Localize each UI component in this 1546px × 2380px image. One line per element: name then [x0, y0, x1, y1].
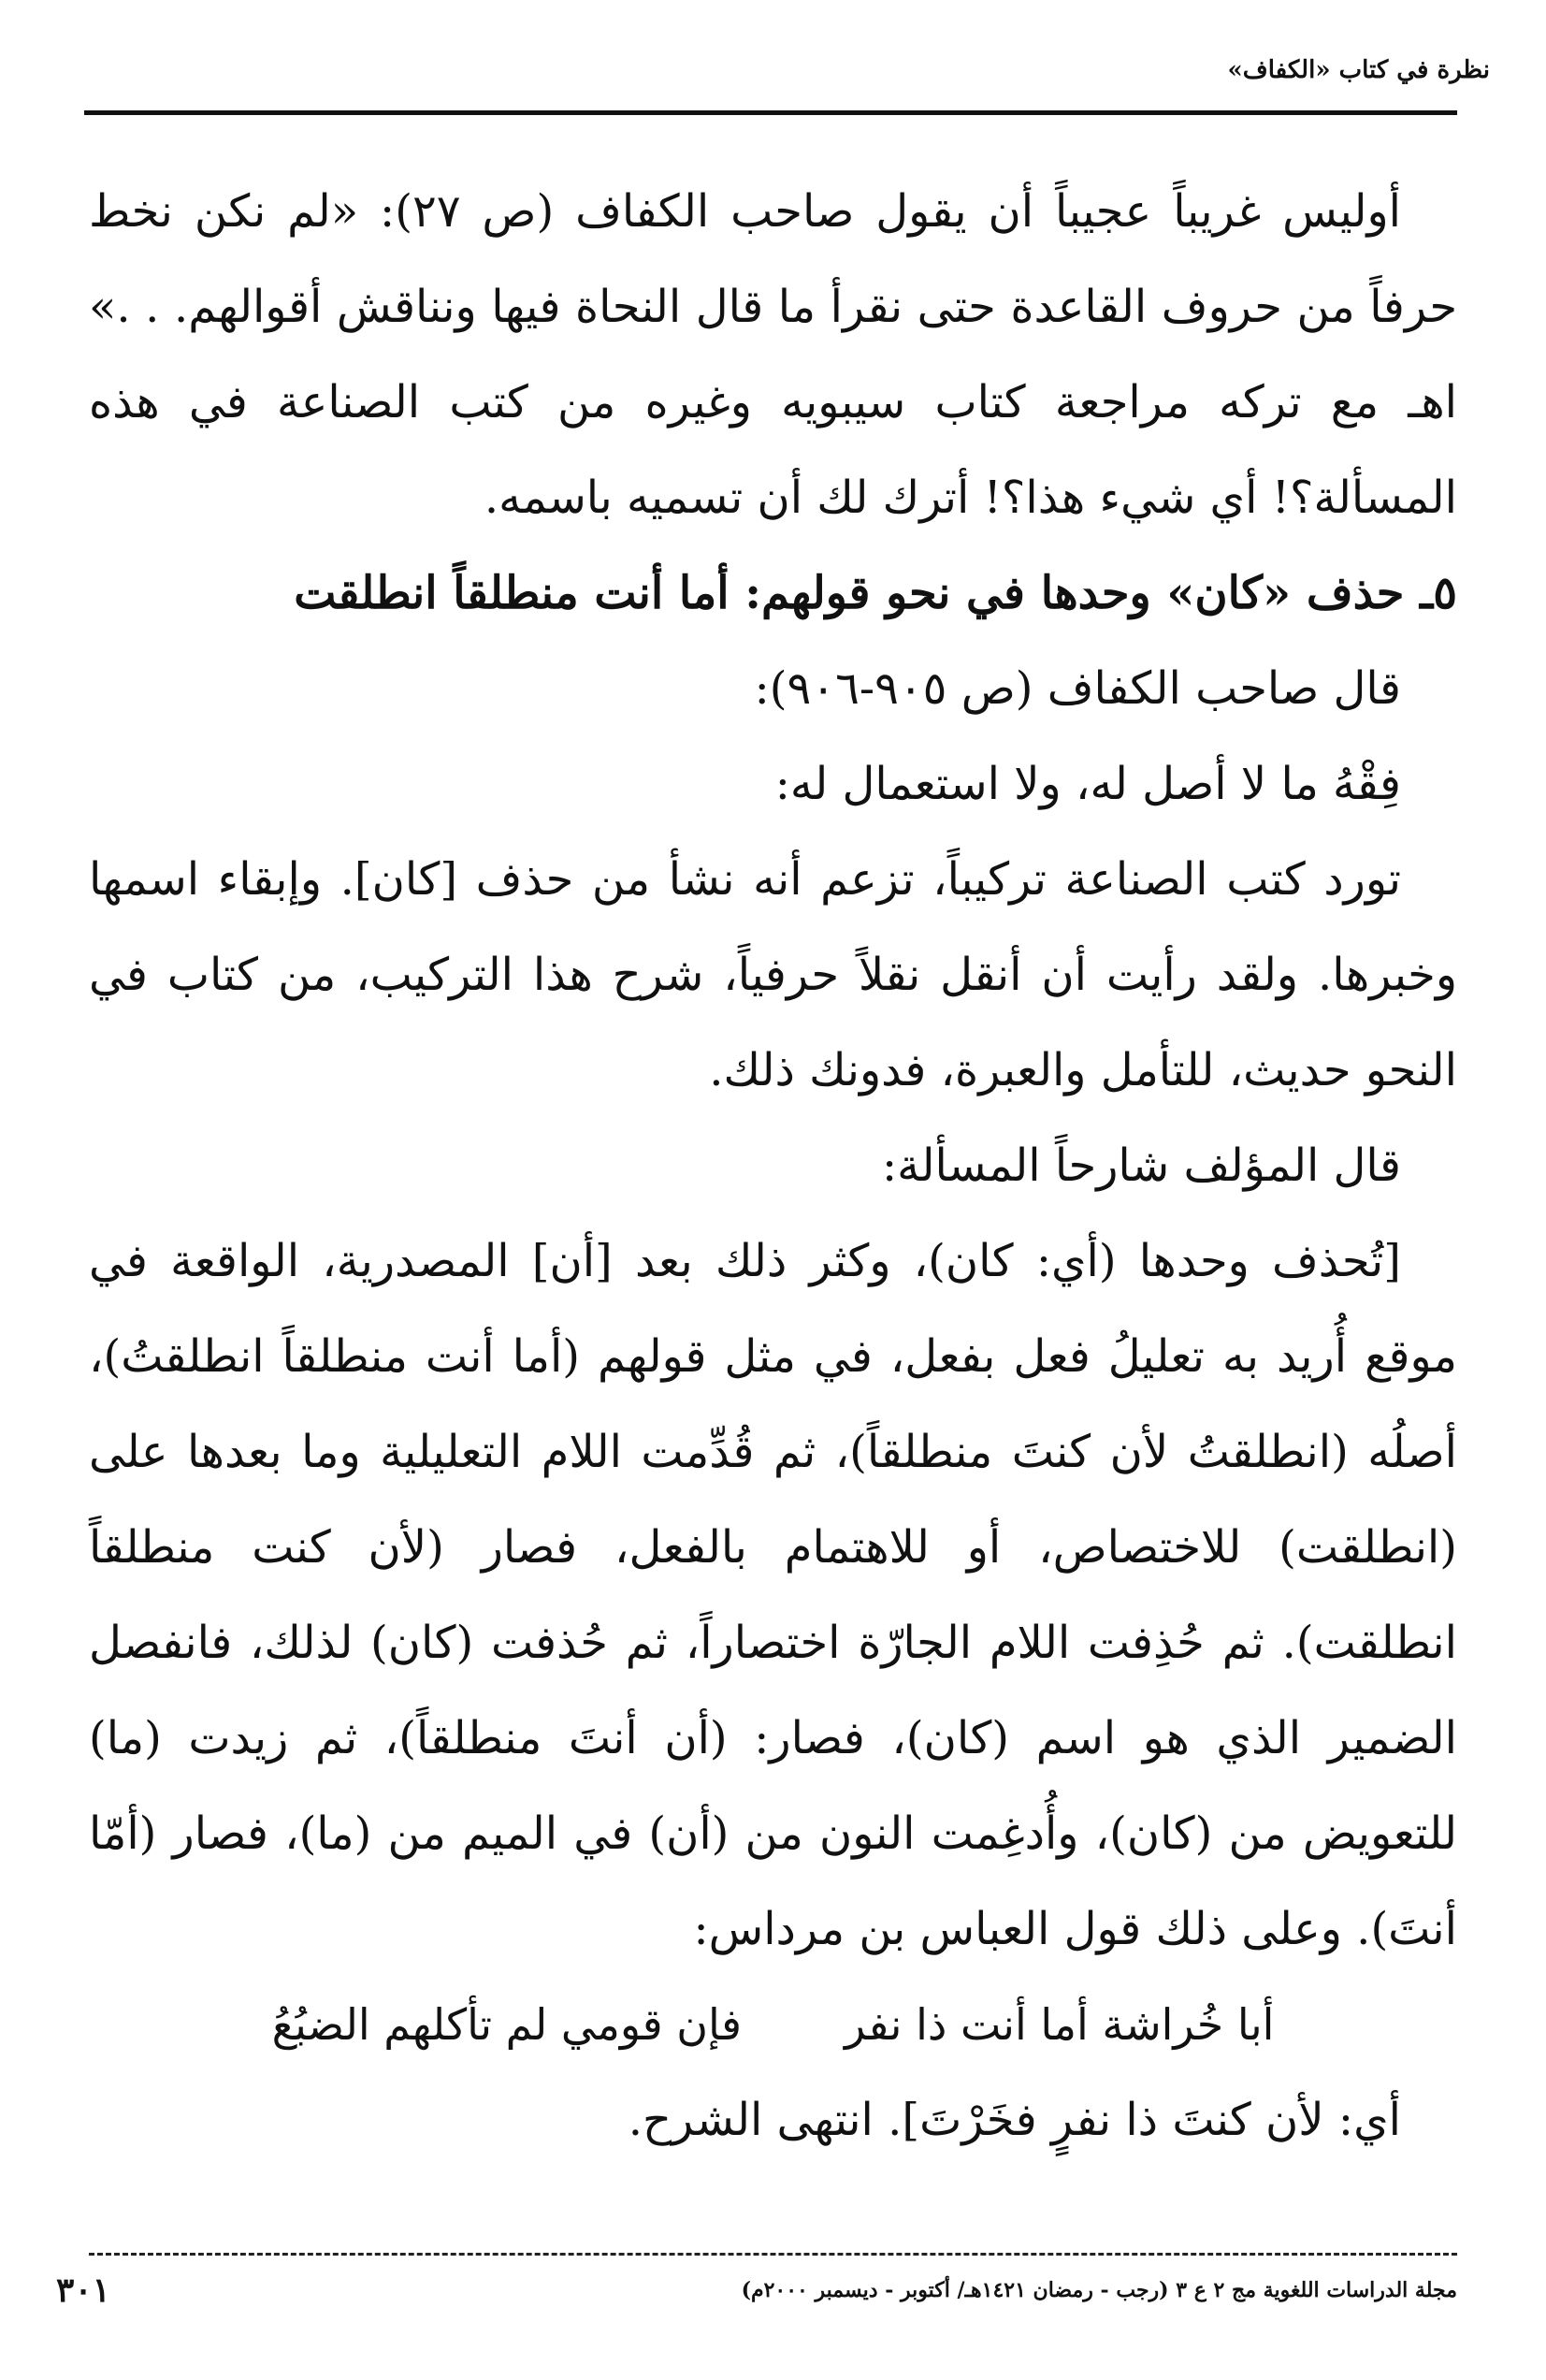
paragraph-7: أي: لأن كنتَ ذا نفرٍ فخَرْتَ]. انتهى الشرح.: [628, 2094, 1401, 2146]
running-title: نظرة في كتاب «الكفاف»: [1227, 56, 1490, 84]
journal-citation: مجلة الدراسات اللغوية مج ٢ ع ٣ (رجب - رمضان ١٤٢١هـ/ أكتوبر - ديسمبر ٢٠٠٠م): [741, 2278, 1457, 2302]
page-footer: [56, 2262, 1457, 2318]
poetry-verse: [89, 1977, 1457, 2072]
verse-first-hemistich: أبا خُراشة أما أنت ذا نفر: [845, 1999, 1275, 2050]
page-number: ٣٠١: [56, 2271, 111, 2310]
paragraph-3: فِقْهُ ما لا أصل له، ولا استعمال له:: [774, 758, 1401, 810]
paragraph-6: [تُحذف وحدها (أي: كان)، وكثر ذلك بعد [أن] المصدرية، الواقعة في موقع أُريد به تعليلُ فعل بفعل، في مثل قولهم (أما أنت منطلقاً انطلقتُ)، أصلُه (انطلقتُ لأن كنتَ منطلقاً)، ثم قُدِّمت اللام التعليلية وما بعدها على (انطلقت) للاختصاص، أو للاهتمام بالفعل، فصار (لأن كنت منطلقاً انطلقت). ثم حُذِفت اللام الجارّة اختصاراً، ثم حُذفت (كان) لذلك، فانفصل الضمير الذي هو اسم (كان)، فصار: (أن أنتَ منطلقاً)، ثم زيدت (ما) للتعويض من (كان)، وأُدغِمت النون من (أن) في الميم من (ما)، فصار (أمّا أنتَ). وعلى ذلك قول العباس بن مرداس:: [89, 1235, 1457, 1955]
verse-second-hemistich: فإن قومي لم تأكلهم الضبُعُ: [271, 1999, 743, 2050]
paragraph-2: قال صاحب الكفاف (ص ٩٠٥-٩٠٦):: [754, 662, 1401, 715]
paragraph-4: تورد كتب الصناعة تركيباً، تزعم أنه نشأ من حذف [كان]. وإبقاء اسمها وخبرها. ولقد رأيت أن أنقل نقلاً حرفياً، شرح هذا التركيب، من كتاب في النحو حديث، للتأمل والعبرة، فدونك ذلك.: [89, 853, 1457, 1096]
footer-divider: [89, 2253, 1457, 2256]
article-body: [89, 164, 1457, 2168]
paragraph-1: أوليس غريباً عجيباً أن يقول صاحب الكفاف (ص ٢٧): «لم نكن نخط حرفاً من حروف القاعدة حتى نقرأ ما قال النحاة فيها ونناقش أقوالهم. . .» اهـ مع تركه مراجعة كتاب سيبويه وغيره من كتب الصناعة في هذه المسألة؟! أي شيء هذا؟! أترك لك أن تسميه باسمه.: [89, 185, 1457, 524]
section-heading: ٥ـ حذف «كان» وحدها في نحو قولهم: أما أنت منطلقاً انطلقت: [294, 567, 1457, 619]
header-divider: [84, 110, 1457, 115]
paragraph-5: قال المؤلف شارحاً المسألة:: [881, 1139, 1401, 1192]
